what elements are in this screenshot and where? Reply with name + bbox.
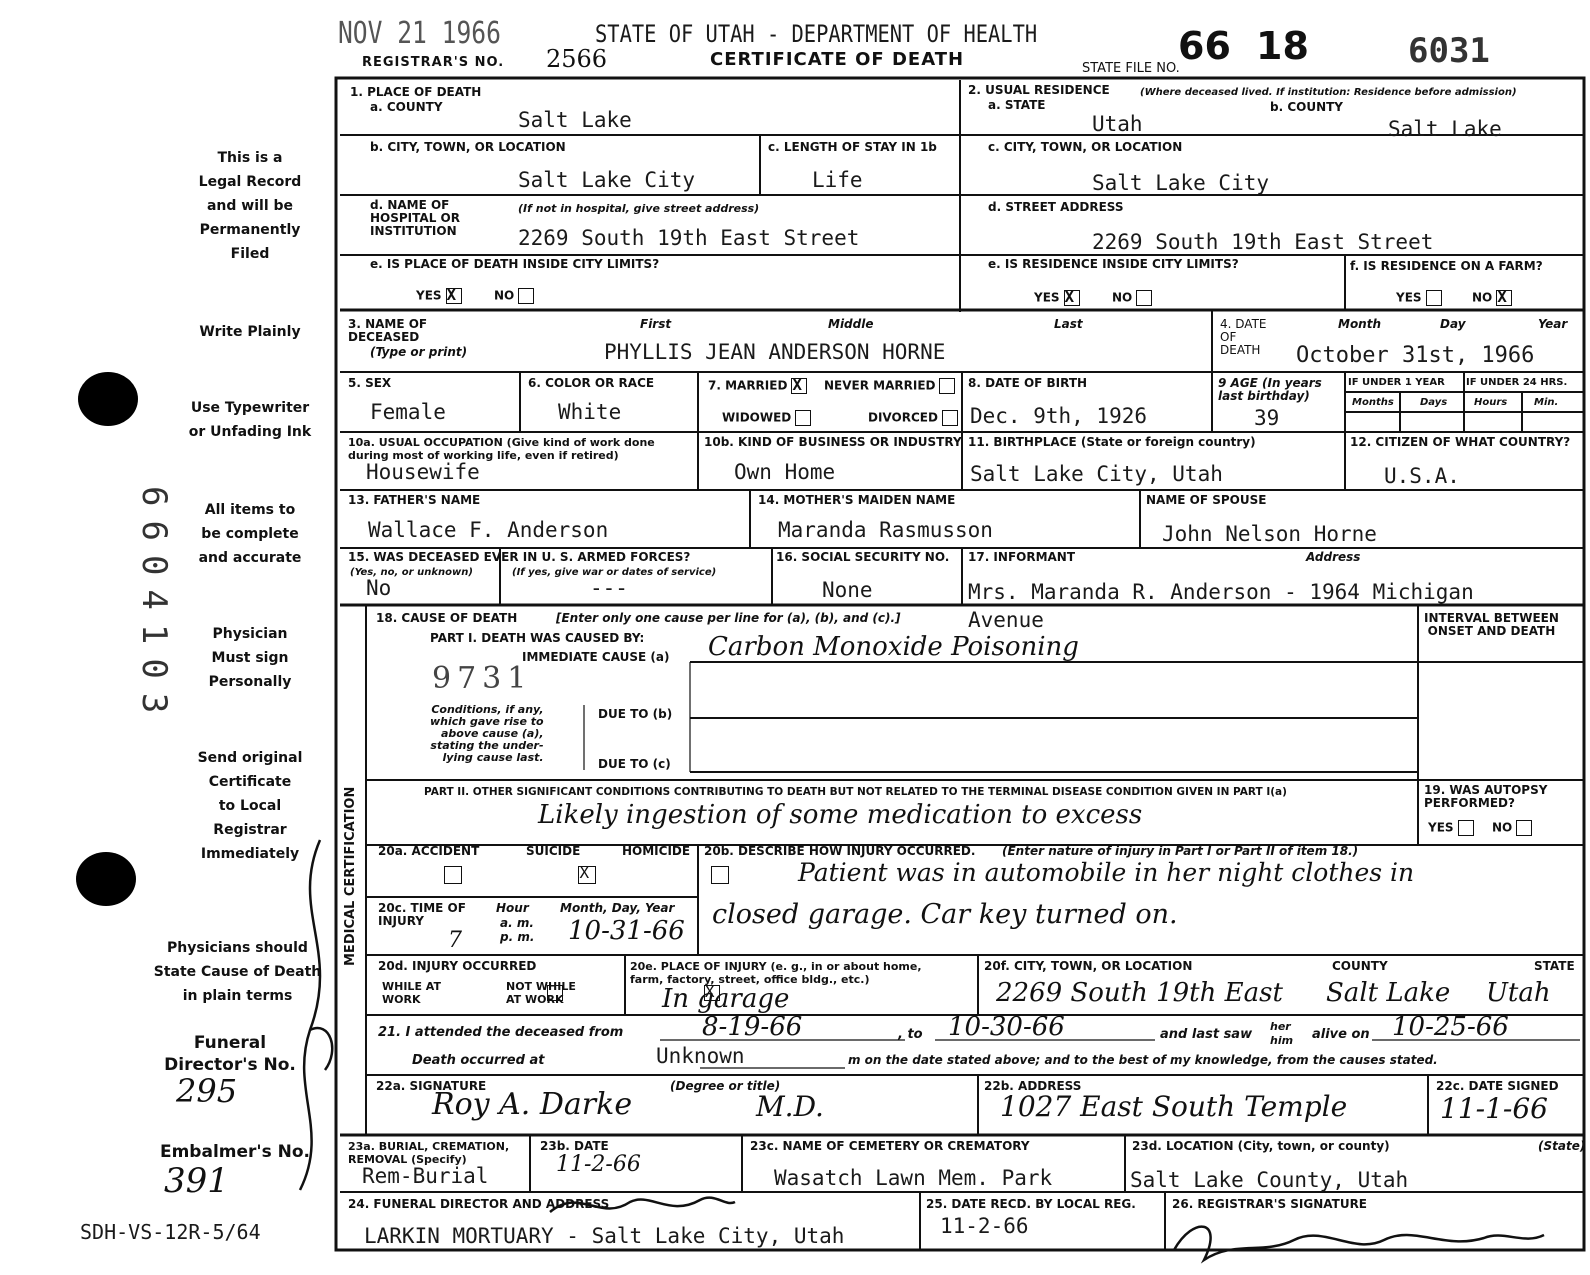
legal-record-note: This is a Legal Record and will be Permanently Filed [198, 150, 302, 262]
burial-location: Salt Lake County, Utah [1130, 1168, 1409, 1192]
registrar-no: 2566 [546, 45, 608, 73]
cause-of-death-label: 18. CAUSE OF DEATH [376, 611, 518, 625]
informant: Mrs. Maranda R. Anderson - 1964 Michigan [968, 580, 1474, 604]
state-file-b: 18 [1256, 24, 1309, 68]
residence-label: 2. USUAL RESIDENCE [968, 83, 1110, 97]
signature-label: 22a. SIGNATURE [376, 1079, 487, 1093]
father-label: 13. FATHER'S NAME [348, 493, 481, 507]
ssn: None [822, 578, 873, 602]
under-1-year-label: IF UNDER 1 YEAR [1348, 377, 1445, 388]
injury-state: Utah [1486, 978, 1551, 1008]
death-occurred-at: Unknown [656, 1044, 745, 1068]
funeral-director-signature-2 [540, 1182, 740, 1232]
injury-county-label: COUNTY [1332, 959, 1388, 973]
deceased-name-note: (Type or print) [370, 345, 468, 359]
immediate-cause-label: IMMEDIATE CAUSE (a) [522, 650, 670, 664]
vertical-certificate-number: 6604103 [134, 486, 174, 728]
dob-label: 8. DATE OF BIRTH [968, 376, 1088, 390]
part-2-label: PART II. OTHER SIGNIFICANT CONDITIONS CONTRIBUTING TO DEATH BUT NOT RELATED TO THE TERMINAL DISEASE CONDITION GIVEN IN PART I(a) [424, 786, 1287, 798]
death-city: Salt Lake City [518, 168, 696, 192]
injury-county: Salt Lake [1326, 978, 1451, 1008]
degree-label: (Degree or title) [670, 1079, 781, 1093]
birthplace-label: 11. BIRTHPLACE (State or foreign country) [968, 435, 1256, 449]
physician-address-label: 22b. ADDRESS [984, 1079, 1082, 1093]
age-label: 9 AGE (In years last birthday) [1218, 376, 1322, 403]
funeral-director: LARKIN MORTUARY - Salt Lake City, Utah [364, 1224, 845, 1248]
homicide-label: HOMICIDE [622, 844, 691, 858]
business-label: 10b. KIND OF BUSINESS OR INDUSTRY [704, 435, 962, 449]
death-inside-limits-label: e. IS PLACE OF DEATH INSIDE CITY LIMITS? [370, 257, 660, 271]
occupation: Housewife [366, 460, 480, 484]
place-of-injury: In garage [662, 984, 790, 1014]
injury-location: 2269 South 19th East [996, 978, 1283, 1008]
describe-injury-label: 20b. DESCRIBE HOW INJURY OCCURRED. [704, 844, 976, 858]
death-county-label: a. COUNTY [370, 100, 443, 114]
suicide-checkbox[interactable] [578, 866, 596, 884]
spouse-name: John Nelson Horne [1162, 522, 1377, 546]
due-to-b-label: DUE TO (b) [598, 707, 673, 721]
deceased-name-label: 3. NAME OF DECEASED [348, 317, 428, 344]
farm-label: f. IS RESIDENCE ON A FARM? [1350, 259, 1543, 273]
received-stamp-date: NOV 21 1966 [338, 16, 501, 51]
last-seen-alive: 10-25-66 [1392, 1012, 1509, 1042]
burial-disposition: Rem-Burial [362, 1164, 489, 1188]
residence-inside-no[interactable]: NO [1112, 290, 1152, 306]
immediate-cause: Carbon Monoxide Poisoning [708, 632, 1079, 662]
registrar-no-label: REGISTRAR'S NO. [362, 55, 505, 70]
not-while-at-work-label: NOT WHILE AT WORK [506, 980, 576, 1006]
length-of-stay-label: c. LENGTH OF STAY IN 1b [768, 140, 937, 154]
send-original-note: Send original Certificate to Local Registrar Immediately [197, 750, 303, 862]
injury-hour: 7 [448, 928, 462, 953]
injury-state-label: STATE [1534, 959, 1575, 973]
accident-checkbox[interactable] [444, 866, 462, 884]
date-of-death: October 31st, 1966 [1296, 343, 1535, 368]
autopsy-no[interactable]: NO [1492, 820, 1532, 836]
due-to-c-label: DUE TO (c) [598, 757, 671, 771]
sex-label: 5. SEX [348, 376, 392, 390]
state-file-a: 66 [1178, 24, 1231, 68]
armed-forces-note: (Yes, no, or unknown) [350, 567, 473, 578]
father-name: Wallace F. Anderson [368, 518, 609, 542]
residence-county-label: b. COUNTY [1270, 100, 1343, 114]
month-day-year-label: Month, Day, Year [560, 901, 675, 915]
month-label: Month [1338, 317, 1382, 331]
hospital-label: d. NAME OF HOSPITAL OR INSTITUTION [370, 198, 460, 238]
time-of-injury-label: 20c. TIME OF INJURY [378, 901, 466, 928]
date-signed: 11-1-66 [1440, 1092, 1548, 1125]
place-of-injury-label: 20e. PLACE OF INJURY (e. g., in or about home, farm, factory, street, office bldg., etc.) [630, 960, 922, 986]
hospital-address: 2269 South 19th East Street [518, 226, 860, 250]
certificate-title: CERTIFICATE OF DEATH [710, 49, 965, 70]
date-received: 11-2-66 [940, 1214, 1029, 1238]
hospital-note: (If not in hospital, give street address) [518, 202, 760, 215]
her-label: her [1270, 1020, 1291, 1033]
date-of-birth: Dec. 9th, 1926 [970, 404, 1148, 428]
death-city-label: b. CITY, TOWN, OR LOCATION [370, 140, 566, 154]
burial-state-label: (State) [1538, 1139, 1586, 1153]
place-of-death-label: 1. PLACE OF DEATH [350, 85, 482, 99]
widowed-checkbox[interactable]: WIDOWED [722, 410, 811, 426]
cause-note: [Enter only one cause per line for (a), (b), and (c).] [556, 611, 901, 625]
min-label: Min. [1534, 397, 1559, 408]
cemetery-label: 23c. NAME OF CEMETERY OR CREMATORY [750, 1139, 1030, 1153]
business: Own Home [734, 460, 836, 484]
mother-name: Maranda Rasmusson [778, 518, 993, 542]
suicide-label: SUICIDE [526, 844, 581, 858]
conditions-note: Conditions, if any, which gave rise to above cause (a), stating the under- lying cause last. [430, 703, 544, 764]
farm-yes[interactable]: YES [1396, 290, 1442, 306]
last-name-label: Last [1054, 317, 1083, 331]
middle-name-label: Middle [828, 317, 874, 331]
burial-location-label: 23d. LOCATION (City, town, or county) [1132, 1139, 1390, 1153]
homicide-checkbox[interactable] [711, 866, 729, 884]
him-label: him [1270, 1034, 1294, 1047]
embalmer-no: 391 [164, 1161, 229, 1201]
funeral-director-no-label: Funeral Director's No. [164, 1033, 296, 1075]
service-note: (If yes, give war or dates of service) [512, 567, 717, 578]
citizen-label: 12. CITIZEN OF WHAT COUNTRY? [1350, 435, 1571, 449]
race-label: 6. COLOR OR RACE [528, 376, 655, 390]
describe-injury-2: closed garage. Car key turned on. [712, 899, 1178, 930]
while-at-work-label: WHILE AT WORK [382, 980, 441, 1006]
day-label: Day [1440, 317, 1466, 331]
physicians-cause-note: Physicians should State Cause of Death in plain terms [153, 940, 322, 1004]
residence-street-label: d. STREET ADDRESS [988, 200, 1124, 214]
under-24-hrs-label: IF UNDER 24 HRS. [1466, 377, 1568, 388]
physician-signature: Roy A. Darke [432, 1087, 633, 1122]
spouse-label: NAME OF SPOUSE [1146, 493, 1267, 507]
first-name-label: First [640, 317, 672, 331]
days-label: Days [1420, 397, 1448, 408]
married-checkbox[interactable]: 7. MARRIEDX [708, 378, 807, 394]
ssn-label: 16. SOCIAL SECURITY NO. [776, 550, 950, 564]
state-file-label: STATE FILE NO. [1082, 61, 1180, 76]
part-1-label: PART I. DEATH WAS CAUSED BY: [430, 631, 645, 645]
death-county: Salt Lake [518, 108, 632, 132]
hours-label: Hours [1474, 397, 1508, 408]
attended-from: 8-19-66 [702, 1012, 803, 1042]
write-plainly-note: Write Plainly [199, 324, 301, 340]
informant-address-label: Address [1306, 550, 1361, 564]
residence-county: Salt Lake [1388, 117, 1502, 141]
accident-label: 20a. ACCIDENT [378, 844, 480, 858]
informant-label: 17. INFORMANT [968, 550, 1076, 564]
alive-on-label: alive on [1312, 1027, 1370, 1042]
part-2-conditions: Likely ingestion of some medication to excess [538, 800, 1143, 830]
divorced-checkbox[interactable]: DIVORCED [868, 410, 958, 426]
pm-label: p. m. [500, 930, 535, 944]
attended-to: 10-30-66 [948, 1012, 1065, 1042]
death-inside-no[interactable]: NO [494, 288, 534, 304]
age: 39 [1254, 406, 1280, 430]
never-married-checkbox[interactable]: NEVER MARRIED [824, 378, 955, 394]
registrar-signature-label: 26. REGISTRAR'S SIGNATURE [1172, 1197, 1367, 1211]
date-received-label: 25. DATE RECD. BY LOCAL REG. [926, 1197, 1136, 1211]
deceased-name: PHYLLIS JEAN ANDERSON HORNE [604, 340, 946, 364]
occupation-label: 10a. USUAL OCCUPATION (Give kind of work done during most of working life, even if retired) [348, 436, 655, 462]
am-label: a. m. [500, 916, 534, 930]
farm-no[interactable]: NOX [1472, 290, 1512, 306]
describe-injury-1: Patient was in automobile in her night clothes in [798, 858, 1415, 887]
typewriter-note: Use Typewriter or Unfading Ink [188, 400, 312, 440]
injury-location-label: 20f. CITY, TOWN, OR LOCATION [984, 959, 1193, 973]
cause-code: 9731 [432, 661, 533, 696]
service-dates: --- [590, 576, 628, 600]
state-title: STATE OF UTAH - DEPARTMENT OF HEALTH [595, 20, 1038, 48]
burial-date-label: 23b. DATE [540, 1139, 609, 1153]
armed-forces: No [366, 576, 392, 600]
birthplace: Salt Lake City, Utah [970, 462, 1223, 486]
autopsy-yes[interactable]: YES [1428, 820, 1474, 836]
physician-sign-note: Physician Must sign Personally [208, 626, 292, 690]
burial-label: 23a. BURIAL, CREMATION, REMOVAL (Specify) [348, 1140, 510, 1166]
interval-label: INTERVAL BETWEEN ONSET AND DEATH [1424, 611, 1559, 638]
physician-degree: M.D. [756, 1090, 824, 1123]
informant-continued: Avenue [968, 608, 1044, 632]
complete-note: All items to be complete and accurate [198, 502, 302, 566]
sex: Female [370, 400, 446, 424]
attended-label: 21. I attended the deceased from [378, 1025, 624, 1040]
state-file-c: 6031 [1408, 31, 1490, 71]
citizen: U.S.A. [1384, 464, 1460, 488]
registrar-signature [1164, 1210, 1564, 1270]
residence-state: Utah [1092, 112, 1143, 136]
funeral-director-no: 295 [176, 1072, 238, 1110]
cemetery: Wasatch Lawn Mem. Park [774, 1166, 1053, 1190]
months-label: Months [1352, 397, 1394, 408]
death-occurred-at-label: Death occurred at [412, 1053, 545, 1068]
injury-occurred-label: 20d. INJURY OCCURRED [378, 959, 537, 973]
residence-state-label: a. STATE [988, 98, 1046, 112]
residence-inside-limits-label: e. IS RESIDENCE INSIDE CITY LIMITS? [988, 257, 1239, 271]
burial-date: 11-2-66 [556, 1152, 641, 1177]
residence-note: (Where deceased lived. If institution: Residence before admission) [1140, 87, 1517, 98]
residence-inside-yes[interactable]: YESX [1034, 290, 1080, 306]
hour-label: Hour [496, 901, 529, 915]
year-label: Year [1538, 317, 1568, 331]
physician-address: 1027 East South Temple [1000, 1090, 1348, 1123]
funeral-director-label: 24. FUNERAL DIRECTOR AND ADDRESS [348, 1197, 610, 1211]
date-of-death-label: 4. DATE OF DEATH [1220, 317, 1267, 357]
death-occurred-rest: m on the date stated above; and to the best of my knowledge, from the causes stated. [848, 1053, 1438, 1067]
race: White [558, 400, 622, 424]
residence-street: 2269 South 19th East Street [1092, 230, 1434, 254]
residence-city: Salt Lake City [1092, 171, 1270, 195]
medical-certification-label: MEDICAL CERTIFICATION [343, 786, 358, 966]
embalmer-no-label: Embalmer's No. [159, 1142, 311, 1162]
describe-injury-note: (Enter nature of injury in Part I or Part II of item 18.) [1002, 844, 1359, 858]
date-signed-label: 22c. DATE SIGNED [1436, 1079, 1559, 1093]
armed-forces-label: 15. WAS DECEASED EVER IN U. S. ARMED FORCES? [348, 550, 691, 564]
attended-to-label: , to [898, 1027, 923, 1042]
form-number: SDH-VS-12R-5/64 [80, 1220, 261, 1244]
injury-date: 10-31-66 [568, 916, 685, 946]
length-of-stay: Life [812, 168, 863, 192]
residence-city-label: c. CITY, TOWN, OR LOCATION [988, 140, 1183, 154]
death-inside-yes[interactable]: YESX [416, 288, 462, 304]
autopsy-label: 19. WAS AUTOPSY PERFORMED? [1424, 783, 1548, 810]
mother-label: 14. MOTHER'S MAIDEN NAME [758, 493, 956, 507]
last-saw-label: and last saw [1160, 1027, 1253, 1042]
